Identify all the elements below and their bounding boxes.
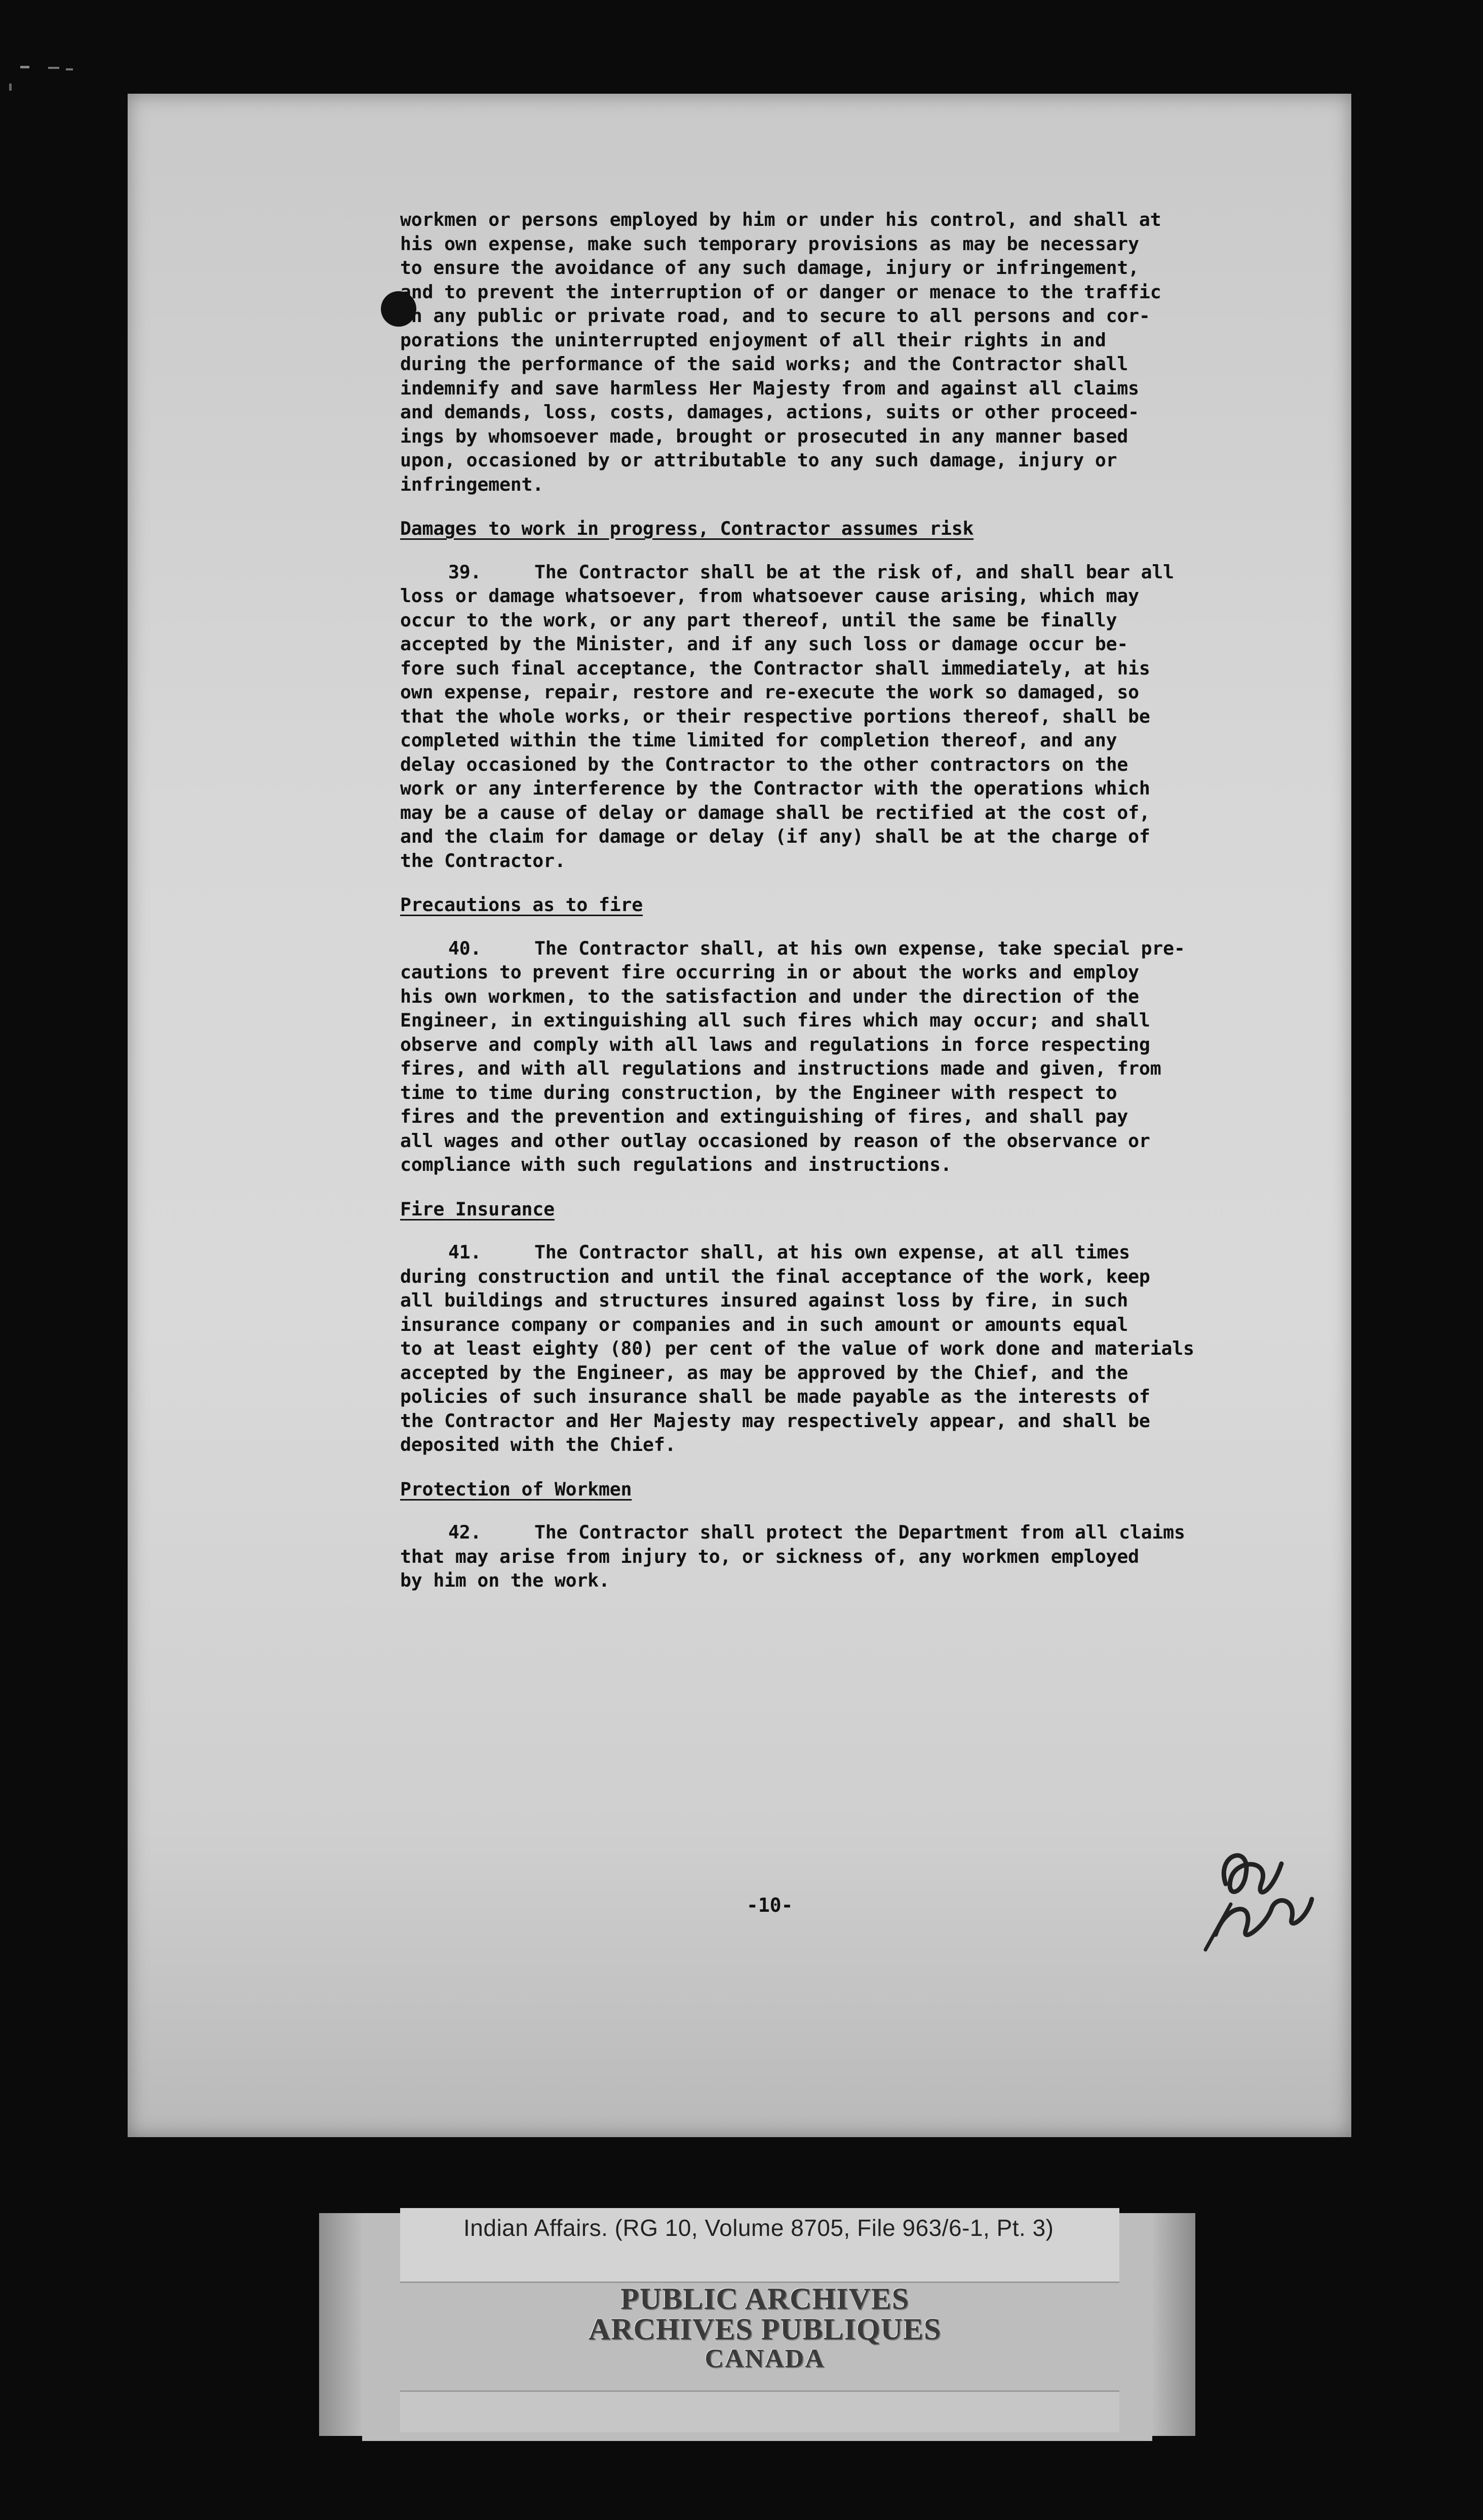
clause-number: 41.: [448, 1241, 482, 1263]
text-line-content: porations the uninterrupted enjoyment of all their rights in and: [400, 329, 1106, 351]
section-heading: Damages to work in progress, Contractor assumes risk: [400, 518, 974, 539]
text-line: [400, 1129, 1312, 1153]
text-line: [400, 801, 1312, 825]
text-line: [400, 256, 1312, 280]
text-line: [400, 1545, 1312, 1569]
text-line: [400, 1153, 1312, 1177]
text-line: [400, 1081, 1312, 1105]
text-line-content: and the claim for damage or delay (if any) shall be at the charge of: [400, 825, 1150, 847]
text-line-content: all wages and other outlay occasioned by reason of the observance or: [400, 1129, 1150, 1152]
text-line-content: to ensure the avoidance of any such damage, injury or infringement,: [400, 257, 1139, 279]
text-line: [400, 1568, 1312, 1593]
page-number: -10-: [747, 1894, 793, 1916]
text-line-content: and demands, loss, costs, damages, actions, suits or other proceed-: [400, 401, 1139, 423]
body-paragraph: [400, 208, 1312, 496]
text-line-content: occur to the work, or any part thereof, until the same be finally: [400, 609, 1117, 631]
text-line-content: compliance with such regulations and instructions.: [400, 1154, 952, 1175]
clause-number: 40.: [448, 937, 482, 959]
archives-stamp-country: CANADA: [705, 2344, 825, 2373]
text-line-content: accepted by the Engineer, as may be approved by the Chief, and the: [400, 1361, 1128, 1384]
text-line-content: observe and comply with all laws and regulations in force respecting: [400, 1033, 1150, 1055]
text-line: [400, 232, 1312, 256]
text-line-content: time to time during construction, by the Engineer with respect to: [400, 1081, 1117, 1104]
text-line: [400, 424, 1312, 449]
text-line: [400, 1520, 1312, 1545]
text-line-content: The Contractor shall, at his own expense, at all times: [534, 1241, 1130, 1263]
text-line: [400, 985, 1312, 1009]
text-line: [400, 1033, 1312, 1057]
text-line-content: Engineer, in extinguishing all such fires which may occur; and shall: [400, 1009, 1150, 1031]
text-line: [400, 1105, 1312, 1129]
text-line-content: on any public or private road, and to secure to all persons and cor-: [400, 305, 1150, 327]
text-line-content: loss or damage whatsoever, from whatsoever cause arising, which may: [400, 585, 1139, 607]
section-heading: Precautions as to fire: [400, 894, 643, 916]
text-line-content: that the whole works, or their respective portions thereof, shall be: [400, 705, 1150, 727]
text-line: [400, 753, 1312, 777]
text-line: [400, 560, 1312, 584]
handwritten-initials-signature: [1195, 1823, 1327, 1955]
text-line-content: indemnify and save harmless Her Majesty from and against all claims: [400, 377, 1139, 399]
text-line-content: accepted by the Minister, and if any such loss or damage occur be-: [400, 633, 1128, 655]
text-line: [400, 1056, 1312, 1081]
text-line-content: during construction and until the final acceptance of the work, keep: [400, 1265, 1150, 1287]
text-line: [400, 584, 1312, 608]
clause-paragraph: [400, 1240, 1312, 1457]
clause-number: 42.: [448, 1521, 482, 1543]
text-line: [400, 352, 1312, 376]
text-line-content: upon, occasioned by or attributable to any such damage, injury or: [400, 449, 1117, 471]
text-line-content: own expense, repair, restore and re-execute the work so damaged, so: [400, 681, 1139, 703]
text-line: [400, 1288, 1312, 1313]
text-line: [400, 376, 1312, 401]
text-line-content: The Contractor shall be at the risk of, and shall bear all: [534, 561, 1174, 583]
text-line: [400, 608, 1312, 633]
clause-number: 39.: [448, 561, 482, 583]
text-line-content: during the performance of the said works; and the Contractor shall: [400, 353, 1128, 375]
text-line-content: may be a cause of delay or damage shall be rectified at the cost of,: [400, 801, 1150, 823]
text-line: [400, 776, 1312, 801]
text-line-content: the Contractor.: [400, 849, 566, 872]
text-line-content: that may arise from injury to, or sickness of, any workmen employed: [400, 1545, 1139, 1567]
section-heading: Fire Insurance: [400, 1198, 555, 1220]
text-line-content: fore such final acceptance, the Contractor shall immediately, at his: [400, 657, 1150, 679]
section-heading: Protection of Workmen: [400, 1478, 632, 1500]
text-line-content: ings by whomsoever made, brought or prosecuted in any manner based: [400, 425, 1128, 447]
text-line-content: completed within the time limited for completion thereof, and any: [400, 729, 1117, 751]
text-line: [400, 1240, 1312, 1265]
text-line-content: all buildings and structures insured against loss by fire, in such: [400, 1289, 1128, 1311]
clause-paragraph: [400, 936, 1312, 1177]
text-line-content: his own expense, make such temporary provisions as may be necessary: [400, 232, 1139, 255]
text-line-content: by him on the work.: [400, 1569, 610, 1591]
text-line: [400, 936, 1312, 961]
text-line: [400, 328, 1312, 352]
text-line: [400, 304, 1312, 328]
archives-stamp-english: PUBLIC ARCHIVES: [620, 2282, 910, 2315]
text-line: [400, 632, 1312, 656]
text-line: [400, 448, 1312, 473]
archive-citation: Indian Affairs. (RG 10, Volume 8705, File 963/6-1, Pt. 3): [463, 2215, 1054, 2241]
text-line-content: deposited with the Chief.: [400, 1434, 676, 1455]
text-line: [400, 208, 1312, 232]
text-line-content: work or any interference by the Contractor with the operations which: [400, 777, 1150, 799]
text-line: [400, 400, 1312, 424]
text-line-content: delay occasioned by the Contractor to the other contractors on the: [400, 753, 1128, 775]
text-line: [400, 473, 1312, 497]
text-line: [400, 849, 1312, 873]
document-body: [400, 208, 1312, 1593]
text-line: [400, 1385, 1312, 1409]
clause-paragraph: [400, 1520, 1312, 1593]
text-line: [400, 280, 1312, 304]
text-line-content: The Contractor shall, at his own expense, take special pre-: [534, 937, 1185, 959]
text-line-content: infringement.: [400, 473, 544, 495]
text-line-content: fires, and with all regulations and instructions made and given, from: [400, 1057, 1161, 1079]
text-line: [400, 824, 1312, 849]
text-line: [400, 704, 1312, 729]
clause-paragraph: [400, 560, 1312, 873]
text-line-content: The Contractor shall protect the Department from all claims: [534, 1521, 1185, 1543]
text-line: [400, 1433, 1312, 1457]
text-line: [400, 1265, 1312, 1289]
text-line-content: his own workmen, to the satisfaction and under the direction of the: [400, 985, 1139, 1007]
text-line: [400, 1008, 1312, 1033]
text-line: [400, 728, 1312, 753]
text-line-content: fires and the prevention and extinguishing of fires, and shall pay: [400, 1106, 1128, 1127]
text-line-content: workmen or persons employed by him or under his control, and shall at: [400, 209, 1161, 230]
text-line-content: policies of such insurance shall be made payable as the interests of: [400, 1386, 1150, 1407]
text-line: [400, 1409, 1312, 1433]
text-line: [400, 1336, 1312, 1361]
text-line-content: the Contractor and Her Majesty may respectively appear, and shall be: [400, 1409, 1150, 1432]
text-line-content: insurance company or companies and in such amount or amounts equal: [400, 1313, 1128, 1335]
text-line-content: to at least eighty (80) per cent of the value of work done and materials: [400, 1337, 1194, 1359]
text-line: [400, 1313, 1312, 1337]
text-line: [400, 680, 1312, 704]
text-line-content: and to prevent the interruption of or danger or menace to the traffic: [400, 281, 1161, 303]
text-line: [400, 1361, 1312, 1385]
text-line-content: cautions to prevent fire occurring in or about the works and employ: [400, 961, 1139, 983]
text-line: [400, 960, 1312, 985]
text-line: [400, 656, 1312, 681]
archive-tag-bottom-strip: [400, 2390, 1119, 2432]
archives-stamp-french: ARCHIVES PUBLIQUES: [588, 2312, 942, 2346]
